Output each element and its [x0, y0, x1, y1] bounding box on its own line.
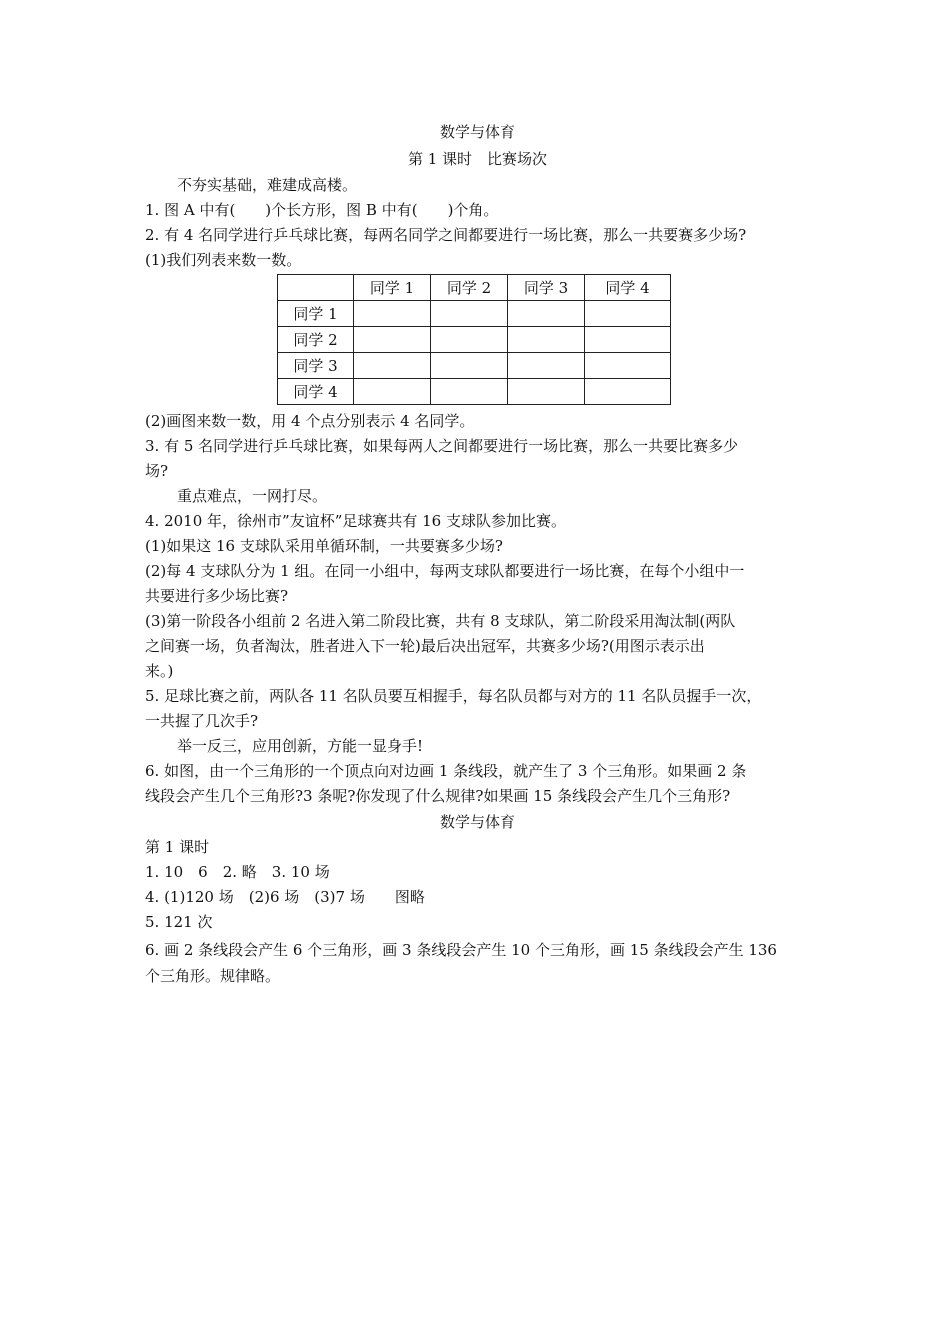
table-header-cell: [278, 275, 354, 301]
table-row-label: 同学 4: [278, 379, 354, 405]
table-header-cell: 同学 3: [508, 275, 585, 301]
answer-5: 5. 121 次: [145, 913, 213, 931]
answers-title: 数学与体育: [439, 813, 515, 831]
question-2: 2. 有 4 名同学进行乒乓球比赛，每两名同学之间都要进行一场比赛，那么一共要赛多少场?: [145, 226, 747, 244]
table-header-row: [278, 275, 671, 301]
table-header-cell: 同学 2: [431, 275, 508, 301]
table-row-label: 同学 2: [278, 327, 354, 353]
table-cell: [431, 353, 508, 379]
table-row: [278, 301, 671, 327]
question-4: 4. 2010 年，徐州市”友谊杯”足球赛共有 16 支球队参加比赛。: [145, 512, 566, 530]
question-4-part-2-line-1: (2)每 4 支球队分为 1 组。在同一小组中，每两支球队都要进行一场比赛，在每个小组中一: [145, 562, 745, 580]
table-row-label: 同学 3: [278, 353, 354, 379]
question-1: 1. 图 A 中有( )个长方形，图 B 中有( )个角。: [145, 201, 499, 219]
table-row: [278, 327, 671, 353]
table-row: [278, 353, 671, 379]
question-3-line-2: 场?: [145, 462, 169, 480]
question-6-line-2: 线段会产生几个三角形?3 条呢?你发现了什么规律?如果画 15 条线段会产生几个三角形?: [145, 787, 731, 805]
table-cell: [585, 353, 671, 379]
answer-6-line-2: 个三角形。规律略。: [145, 967, 281, 985]
page-title: 数学与体育: [439, 123, 515, 141]
table-cell: [508, 301, 585, 327]
table-cell: [431, 301, 508, 327]
table-cell: [431, 327, 508, 353]
question-4-part-3-line-2: 之间赛一场，负者淘汰，胜者进入下一轮)最后决出冠军，共赛多少场?(用图示表示出: [145, 637, 705, 655]
table-cell: [585, 327, 671, 353]
table-cell: [585, 379, 671, 405]
section-heading-extension: 举一反三，应用创新，方能一显身手!: [177, 737, 424, 755]
lesson-title: 第 1 课时 比赛场次: [407, 150, 548, 168]
table-cell: [354, 379, 431, 405]
answer-1-3: 1. 10 6 2. 略 3. 10 场: [145, 863, 330, 881]
question-4-part-1: (1)如果这 16 支球队采用单循环制，一共要赛多少场?: [145, 537, 503, 555]
table-cell: [354, 353, 431, 379]
question-4-part-3-line-1: (3)第一阶段各小组前 2 名进入第二阶段比赛，共有 8 支球队，第二阶段采用淘汰制(两队: [145, 612, 736, 630]
question-5-line-2: 一共握了几次手?: [145, 712, 259, 730]
table-row: [278, 379, 671, 405]
answers-lesson: 第 1 课时: [145, 838, 210, 856]
table-cell: [508, 327, 585, 353]
section-heading-key-points: 重点难点，一网打尽。: [177, 487, 328, 505]
question-5-line-1: 5. 足球比赛之前，两队各 11 名队员要互相握手，每名队员都与对方的 11 名队员握手一次，: [145, 687, 762, 705]
question-3-line-1: 3. 有 5 名同学进行乒乓球比赛，如果每两人之间都要进行一场比赛，那么一共要比赛多少: [145, 437, 739, 455]
question-4-part-3-line-3: 来。): [145, 662, 174, 680]
table-cell: [354, 327, 431, 353]
table-header-cell: 同学 1: [354, 275, 431, 301]
table-cell: [585, 301, 671, 327]
table-header-cell: 同学 4: [585, 275, 671, 301]
question-4-part-2-line-2: 共要进行多少场比赛?: [145, 587, 289, 605]
match-table: [277, 274, 671, 405]
question-2-part-2: (2)画图来数一数，用 4 个点分别表示 4 名同学。: [145, 412, 475, 430]
answer-4: 4. (1)120 场 (2)6 场 (3)7 场 图略: [145, 888, 425, 906]
section-heading-basics: 不夯实基础，难建成高楼。: [177, 176, 358, 194]
table-row-label: 同学 1: [278, 301, 354, 327]
question-2-part-1: (1)我们列表来数一数。: [145, 251, 302, 269]
table-cell: [508, 379, 585, 405]
table-cell: [354, 301, 431, 327]
table-cell: [508, 353, 585, 379]
table-cell: [431, 379, 508, 405]
answer-6-line-1: 6. 画 2 条线段会产生 6 个三角形，画 3 条线段会产生 10 个三角形，画 15 条线段会产生 136: [145, 941, 777, 959]
question-6-line-1: 6. 如图，由一个三角形的一个顶点向对边画 1 条线段，就产生了 3 个三角形。如果画 2 条: [145, 762, 747, 780]
